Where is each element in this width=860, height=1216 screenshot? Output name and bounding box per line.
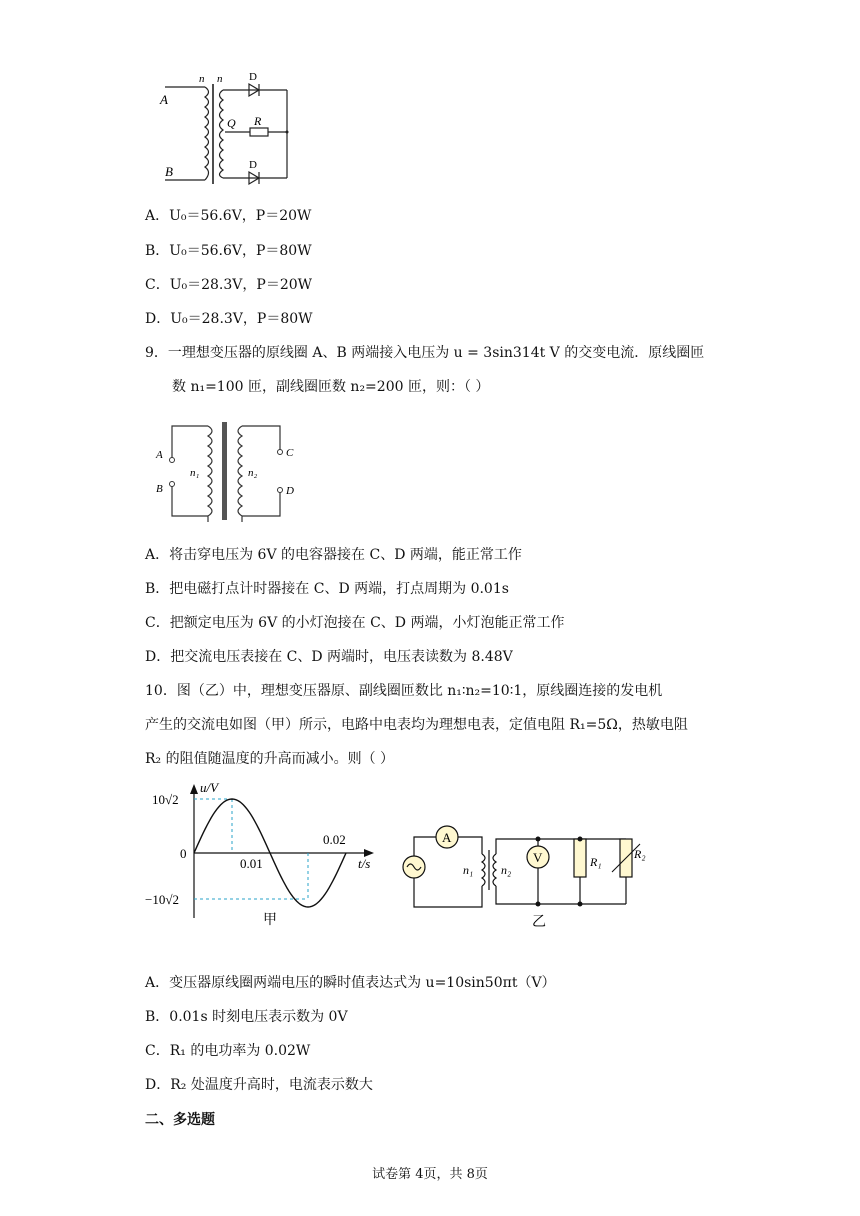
q10-stem-line1: 10．图（乙）中，理想变压器原、副线圈匝数比 n₁∶n₂=10∶1，原线圈连接的发电机 [145,683,663,699]
q8-label-D1: D [249,71,257,83]
q10-option-d: D．R₂ 处温度升高时，电流表示数大 [145,1077,373,1093]
q9-label-n2: n₂ [248,467,258,479]
q10-stem-line2: 产生的交流电如图（甲）所示，电路中电表均为理想电表，定值电阻 R₁=5Ω，热敏电阻 [145,717,688,733]
section-title: 二、多选题 [145,1112,215,1128]
q9-option-c: C．把额定电压为 6V 的小灯泡接在 C、D 两端，小灯泡能正常工作 [145,615,565,631]
q8-option-c: C．U₀＝28.3V，P＝20W [145,277,313,293]
q10-graph-caption: 甲 [263,913,277,928]
q10-ammeter-label: A [442,830,452,845]
q8-rectifier-circuit-figure [155,70,300,188]
q9-option-a: A．将击穿电压为 6V 的电容器接在 C、D 两端，能正常工作 [145,547,522,563]
q10-graph-ytick-bottom: −10√2 [145,892,179,907]
q8-label-Q: Q [227,116,236,130]
q8-option-a: A．U₀＝56.6V，P＝20W [145,208,312,224]
q10-graph-ylabel: u/V [200,780,219,795]
q9-transformer-figure [150,420,305,522]
q9-option-d: D．把交流电压表接在 C、D 两端时，电压表读数为 8.48V [145,649,513,665]
q10-option-a: A．变压器原线圈两端电压的瞬时值表达式为 u=10sin50πt（V） [145,975,556,991]
q10-n2-label: n₂ [501,863,512,877]
q10-circuit-diagram [398,822,653,934]
q10-voltage-graph [140,778,385,933]
q9-label-B: B [156,483,163,495]
q8-option-d: D．U₀＝28.3V，P＝80W [145,311,313,327]
q9-label-D: D [286,485,294,497]
q10-graph-ytick-zero: 0 [180,846,187,861]
q10-option-c: C．R₁ 的电功率为 0.02W [145,1043,311,1059]
q10-circuit-caption: 乙 [532,915,546,930]
q10-graph-xtick-1: 0.01 [240,856,263,871]
q10-r1-label: R₁ [590,855,602,869]
q10-stem-line3: R₂ 的阻值随温度的升高而减小。则（ ） [145,751,395,767]
q10-graph-xtick-2: 0.02 [323,832,346,847]
q9-option-b: B．把电磁打点计时器接在 C、D 两端，打点周期为 0.01s [145,581,509,597]
q10-resistor-r1 [574,839,586,877]
q10-voltmeter-label: V [533,850,543,865]
q8-label-n1: n [199,73,205,85]
q10-graph-xlabel: t/s [358,856,371,871]
q8-label-R: R [254,114,262,128]
q9-label-C: C [286,447,294,459]
q10-option-b: B．0.01s 时刻电压表示数为 0V [145,1009,348,1025]
q8-label-A: A [160,92,168,107]
q8-label-B: B [165,164,173,179]
q9-label-A: A [156,449,163,461]
q10-r2-label: R₂ [634,847,646,861]
q8-option-b: B．U₀＝56.6V，P＝80W [145,243,312,259]
q8-label-D2: D [249,159,257,171]
q9-stem-line2: 数 n₁=100 匝，副线圈匝数 n₂=200 匝，则：（ ） [172,379,490,395]
q9-label-n1: n₁ [190,467,200,479]
q10-n1-label: n₁ [463,863,474,877]
q10-graph-ytick-top: 10√2 [152,792,179,807]
q9-stem-line1: 9．一理想变压器的原线圈 A、B 两端接入电压为 u = 3sin314t V 的交变电流．原线圈匝 [145,345,705,361]
q8-label-n2: n [217,73,223,85]
page-footer: 试卷第 4页，共 8页 [372,1167,488,1182]
